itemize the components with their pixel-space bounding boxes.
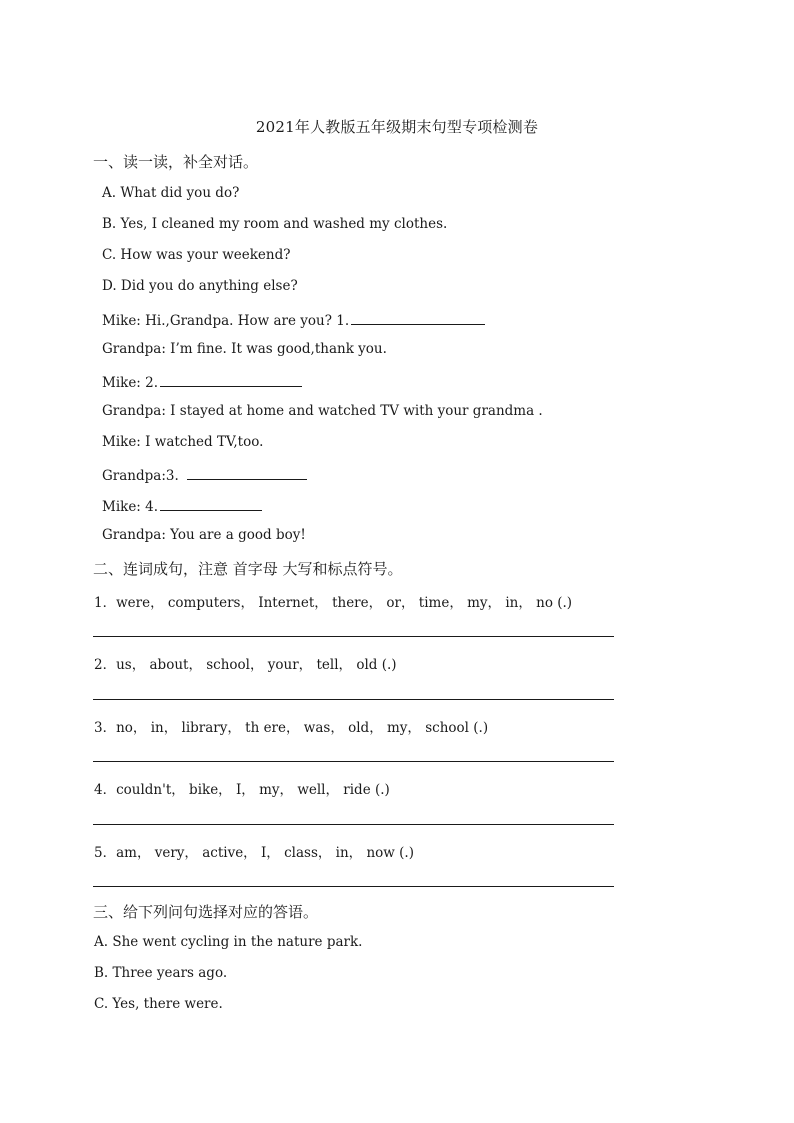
- writing-line-4[interactable]: [93, 824, 614, 825]
- sentence-item-2: 2．us， about， school， your， tell， old (.): [94, 657, 397, 673]
- sentence-item-4: 4．couldn't， bike， I， my， well， ride (.): [94, 782, 390, 798]
- sentence-item-1: 1．were， computers， Internet， there， or， time， my， in， no (.): [94, 595, 573, 611]
- dialogue-line-8: Grandpa: You are a good boy!: [102, 527, 306, 543]
- dialogue-line-1: [102, 310, 485, 329]
- section3-heading: 三、给下列问句选择对应的答语。: [93, 903, 319, 921]
- dialogue-line-2: Grandpa: I’m fine. It was good,thank you.: [102, 341, 387, 357]
- section1-option-b: B. Yes, I cleaned my room and washed my clothes.: [102, 216, 448, 232]
- dialogue-text-7: Mike: 4.: [102, 499, 159, 515]
- section3-option-a: A. She went cycling in the nature park.: [94, 934, 363, 950]
- writing-line-3[interactable]: [93, 761, 614, 762]
- dialogue-line-3: [102, 372, 302, 391]
- sentence-item-3: 3．no， in， library， th ere， was， old， my， school (.): [94, 720, 489, 736]
- writing-line-2[interactable]: [93, 699, 614, 700]
- section1-option-c: C. How was your weekend?: [102, 247, 291, 263]
- sentence-item-5: 5．am， very， active， I， class， in， now (.): [94, 845, 414, 861]
- dialogue-text-6: Grandpa:3.: [102, 468, 179, 484]
- dialogue-line-7: [102, 496, 262, 515]
- dialogue-line-6: [102, 465, 307, 484]
- section1-heading: 一、读一读，补全对话。: [93, 153, 259, 171]
- answer-blank-2[interactable]: [160, 372, 302, 387]
- dialogue-line-4: Grandpa: I stayed at home and watched TV with your grandma .: [102, 403, 543, 419]
- dialogue-text-3: Mike: 2.: [102, 375, 159, 391]
- page-title: 2021年人教版五年级期末句型专项检测卷: [255, 118, 539, 136]
- answer-blank-4[interactable]: [160, 496, 262, 511]
- section1-option-d: D. Did you do anything else?: [102, 278, 298, 294]
- answer-blank-1[interactable]: [351, 310, 485, 325]
- dialogue-text-1: Mike: Hi.,Grandpa. How are you? 1.: [102, 313, 350, 329]
- section3-option-c: C. Yes, there were.: [94, 996, 223, 1012]
- section2-heading: 二、连词成句，注意 首字母 大写和标点符号。: [93, 560, 403, 578]
- writing-line-5[interactable]: [93, 886, 614, 887]
- section3-option-b: B. Three years ago.: [94, 965, 228, 981]
- writing-line-1[interactable]: [93, 636, 614, 637]
- answer-blank-3[interactable]: [187, 465, 307, 480]
- section1-option-a: A. What did you do?: [102, 185, 240, 201]
- dialogue-line-5: Mike: I watched TV,too.: [102, 434, 264, 450]
